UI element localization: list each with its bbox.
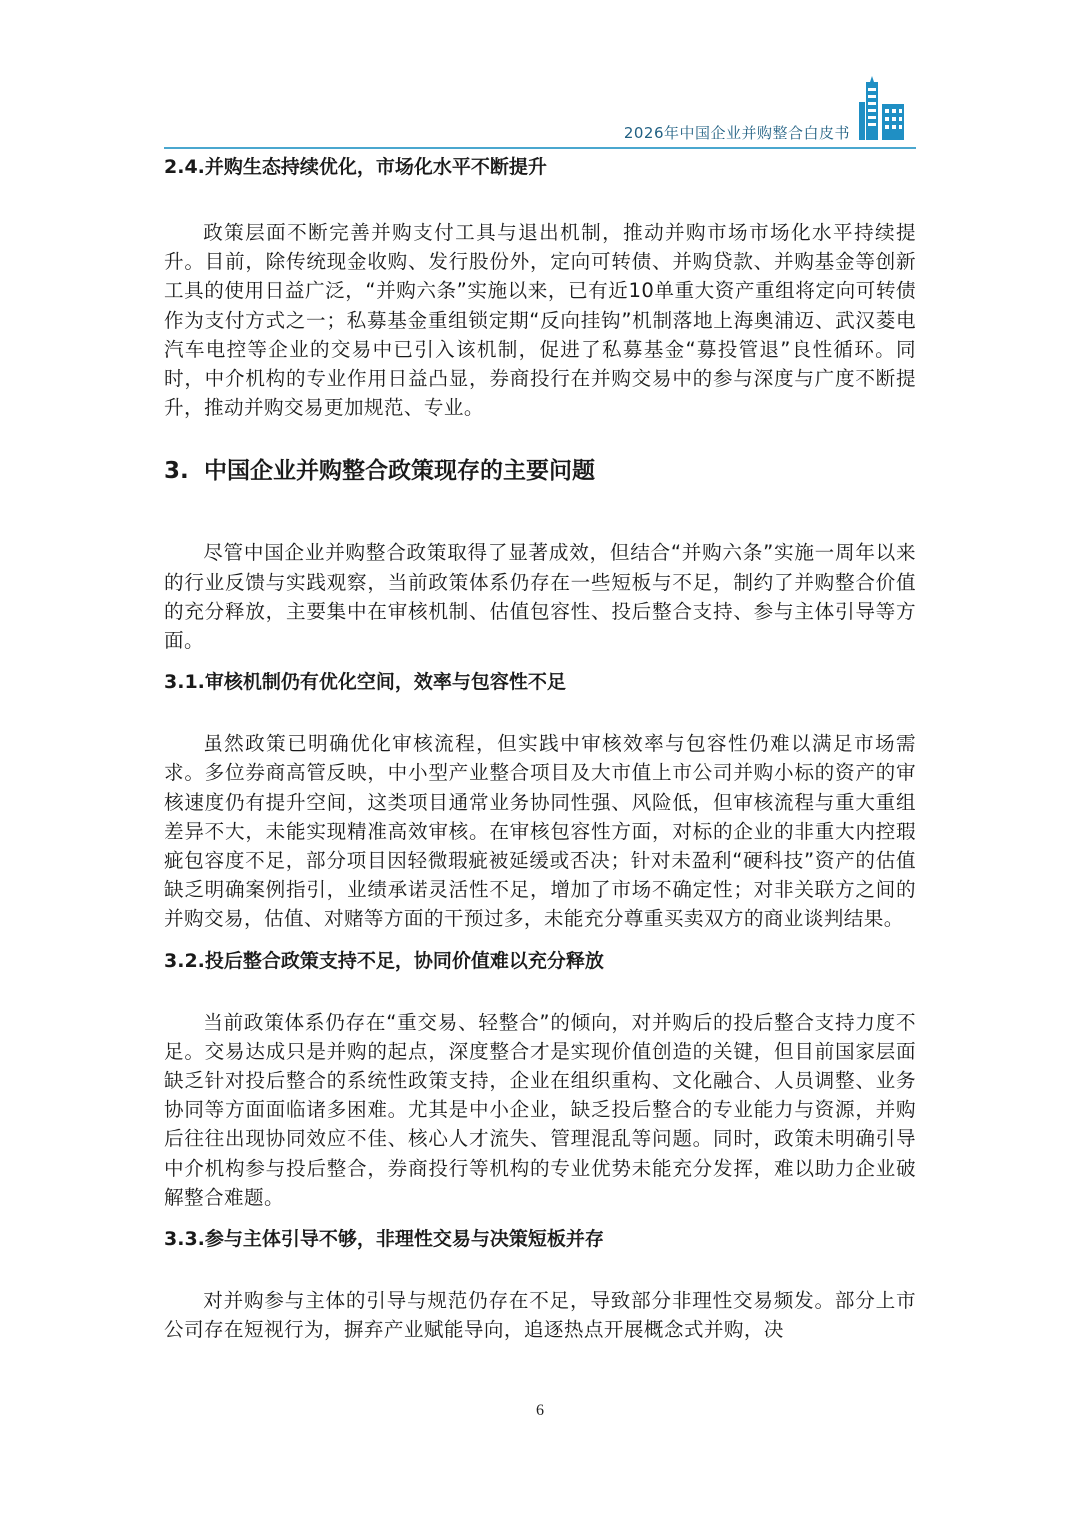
header-divider bbox=[164, 147, 916, 149]
section-number: 3. bbox=[164, 458, 189, 485]
buildings-icon bbox=[858, 74, 910, 142]
page-number: 6 bbox=[536, 1402, 544, 1419]
paragraph-3-3: 对并购参与主体的引导与规范仍存在不足，导致部分非理性交易频发。部分上市公司存在短视行为，摒弃产业赋能导向，追逐热点开展概念式并购，决 bbox=[164, 1289, 916, 1342]
section-title: 中国企业并购整合政策现存的主要问题 bbox=[204, 458, 595, 485]
paragraph-3-2: 当前政策体系仍存在“重交易、轻整合”的倾向，对并购后的投后整合支持力度不足。交易达成只是并购的起点，深度整合才是实现价值创造的关键，但目前国家层面缺乏针对投后整合的系统性政策支持，企业在组织重构、文化融合、人员调整、业务协同等方面面临诸多困难。尤其是中小企业，缺乏投后整合的专业能力与资源，并购后往往出现协同效应不佳、核心人才流失、管理混乱等问题。同时，政策未明确引导中介机构参与投后整合，券商投行等机构的专业优势未能充分发挥，难以助力企业破解整合难题。 bbox=[164, 1010, 916, 1209]
header-title: 2026年中国企业并购整合白皮书 bbox=[623, 124, 850, 142]
page-header bbox=[164, 70, 916, 154]
paragraph-3: 尽管中国企业并购整合政策取得了显著成效，但结合“并购六条”实施一周年以来的行业反馈与实践观察，当前政策体系仍存在一些短板与不足，制约了并购整合价值的充分释放，主要集中在审核机制、估值包容性、投后整合支持、参与主体引导等方面。 bbox=[164, 541, 916, 653]
subsection-heading-3-1: 3.1.审核机制仍有优化空间，效率与包容性不足 bbox=[164, 671, 566, 694]
subsection-heading-3-3: 3.3.参与主体引导不够，非理性交易与决策短板并存 bbox=[164, 1228, 604, 1251]
paragraph-3-1: 虽然政策已明确优化审核流程，但实践中审核效率与包容性仍难以满足市场需求。多位券商高管反映，中小型产业整合项目及大市值上市公司并购小标的资产的审核速度仍有提升空间，这类项目通常业务协同性强、风险低，但审核流程与重大重组差异不大，未能实现精准高效审核。在审核包容性方面，对标的企业的非重大内控瑕疵包容度不足，部分项目因轻微瑕疵被延缓或否决；针对未盈利“硬科技”资产的估值缺乏明确案例指引，业绩承诺灵活性不足，增加了市场不确定性；对非关联方之间的并购交易，估值、对赌等方面的干预过多，未能充分尊重买卖双方的商业谈判结果。 bbox=[164, 732, 916, 931]
subsection-heading-2-4: 2.4.并购生态持续优化，市场化水平不断提升 bbox=[164, 156, 547, 178]
paragraph-2-4: 政策层面不断完善并购支付工具与退出机制，推动并购市场市场化水平持续提升。目前，除传统现金收购、发行股份外，定向可转债、并购贷款、并购基金等创新工具的使用日益广泛，“并购六条”实施以来，已有近10单重大资产重组将定向可转债作为支付方式之一；私募基金重组锁定期“反向挂钩”机制落地上海奥浦迈、武汉菱电汽车电控等企业的交易中已引入该机制，促进了私募基金“募投管退”良性循环。同时，中介机构的专业作用日益凸显，券商投行在并购交易中的参与深度与广度不断提升，推动并购交易更加规范、专业。 bbox=[164, 221, 916, 420]
page-content bbox=[164, 152, 916, 1344]
section-heading-3 bbox=[164, 454, 916, 488]
subsection-heading-3-2: 3.2.投后整合政策支持不足，协同价值难以充分释放 bbox=[164, 949, 604, 972]
